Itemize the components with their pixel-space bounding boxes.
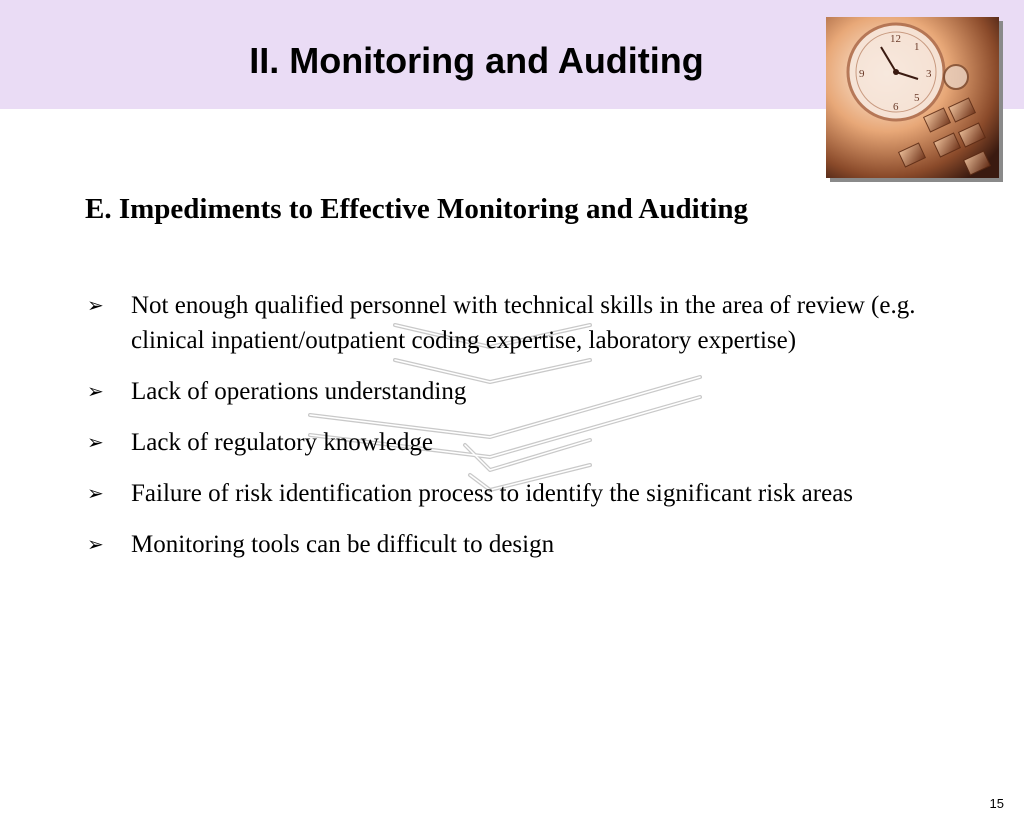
bullet-text: Failure of risk identification process to identify the significant risk areas [131, 480, 854, 507]
svg-text:1: 1 [914, 41, 920, 53]
arrow-bullet-icon: ➢ [87, 293, 104, 317]
bullet-item [87, 476, 967, 511]
svg-text:5: 5 [914, 92, 920, 104]
bullet-item [87, 527, 967, 562]
arrow-bullet-icon: ➢ [87, 430, 104, 454]
svg-text:12: 12 [890, 33, 901, 45]
bullet-text: Lack of operations understanding [131, 378, 467, 405]
svg-text:3: 3 [926, 68, 932, 80]
bullet-text: Lack of regulatory knowledge [131, 429, 433, 456]
bullet-list [87, 288, 967, 578]
page-number: 15 [989, 796, 1004, 811]
slide-title: II. Monitoring and Auditing [249, 40, 704, 81]
svg-text:6: 6 [893, 101, 899, 113]
bullet-item [87, 288, 967, 358]
bullet-text: Not enough qualified personnel with technical skills in the area of review (e.g. clinical inpatient/outpatient coding expertise, laboratory expertise) [131, 292, 916, 354]
bullet-item [87, 425, 967, 460]
clock-keyboard-photo [826, 17, 999, 178]
bullet-item [87, 374, 967, 409]
arrow-bullet-icon: ➢ [87, 481, 104, 505]
arrow-bullet-icon: ➢ [87, 379, 104, 403]
bullet-text: Monitoring tools can be difficult to design [131, 531, 555, 558]
svg-text:9: 9 [859, 68, 865, 80]
section-subtitle: E. Impediments to Effective Monitoring and Auditing [85, 193, 748, 225]
arrow-bullet-icon: ➢ [87, 532, 104, 556]
